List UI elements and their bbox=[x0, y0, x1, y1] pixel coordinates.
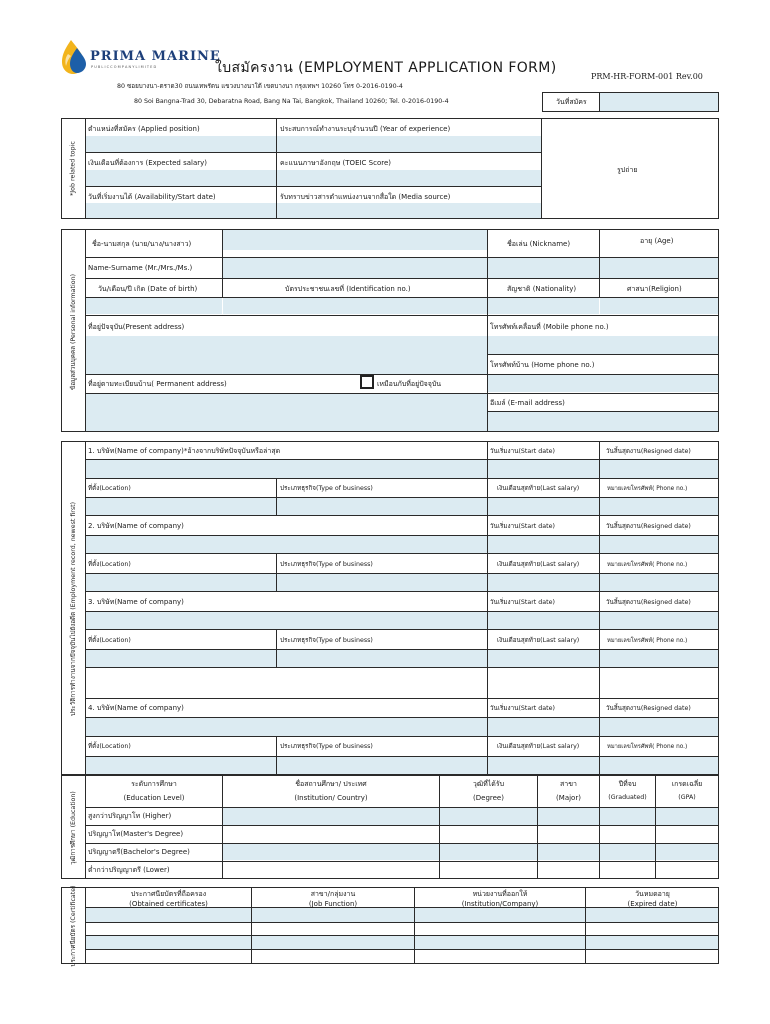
company-4-business-label: ประเภทธุรกิจ(Type of business) bbox=[280, 743, 373, 750]
company-2-resigned-label: วันสิ้นสุดงาน(Resigned date) bbox=[606, 523, 691, 530]
label-experience: ประสบการณ์ทำงานระบุจำนวนปี (Year of experience) bbox=[280, 125, 451, 133]
address-thai: 80 ซอยบางนา-ตราด30 ถนนเทพรัตน แขวงบางนาใต้ เขตบางนา กรุงเทพฯ 10260 โทร 0-2016-0190-4 bbox=[117, 83, 403, 90]
media-field[interactable] bbox=[277, 203, 541, 218]
company-3-resigned-label: วันสิ้นสุดงาน(Resigned date) bbox=[606, 599, 691, 606]
edu-col-grad-th: ปีที่จบ bbox=[618, 780, 637, 788]
label-salary: เงินเดือนที่ต้องการ (Expected salary) bbox=[88, 159, 207, 167]
company-3-salary-field[interactable] bbox=[488, 650, 599, 667]
label-applied-position: ตำแหน่งที่สมัคร (Applied position) bbox=[88, 125, 200, 133]
apply-date-label: วันที่สมัคร bbox=[556, 98, 587, 106]
company-1-business-field[interactable] bbox=[277, 498, 487, 515]
page-title: ใบสมัครงาน (EMPLOYMENT APPLICATION FORM) bbox=[215, 60, 557, 76]
label-email: อีเมล์ (E-mail address) bbox=[490, 399, 565, 407]
edu-col-gpa-th: เกรดเฉลี่ย bbox=[671, 780, 703, 788]
edu-col-grad-en: (Graduated) bbox=[608, 794, 647, 801]
company-3-phone-label: หมายเลขโทรศัพท์( Phone no.) bbox=[607, 638, 688, 644]
cert-col1-th: ประกาศนียบัตรที่ถือครอง bbox=[130, 890, 207, 898]
company-logo bbox=[60, 38, 90, 76]
company-3-location-label: ที่ตั้ง(Location) bbox=[88, 637, 131, 644]
edu-bachelor-field[interactable] bbox=[223, 843, 439, 860]
label-religion: ศาสนา(Religion) bbox=[627, 285, 682, 293]
name-en-field[interactable] bbox=[223, 258, 487, 278]
company-4-business-field[interactable] bbox=[277, 757, 487, 774]
email-field[interactable] bbox=[488, 412, 718, 431]
id-field[interactable] bbox=[223, 298, 487, 314]
mobile-field[interactable] bbox=[488, 336, 718, 354]
company-2-salary-field[interactable] bbox=[488, 574, 599, 591]
company-2-business-field[interactable] bbox=[277, 574, 487, 591]
company-1-label: 1. บริษัท(Name of company)*อ้างจากบริษัทปัจจุบันหรือล่าสุด bbox=[88, 447, 281, 455]
company-2-start-label: วันเริ่มงาน(Start date) bbox=[490, 523, 555, 530]
experience-field[interactable] bbox=[277, 136, 541, 152]
company-1-salary-field[interactable] bbox=[488, 498, 599, 515]
edu-level-master: ปริญญาโท(Master's Degree) bbox=[88, 830, 184, 838]
cert-col4-th: วันหมดอายุ bbox=[635, 890, 670, 898]
edu-bachelor-rest[interactable] bbox=[440, 843, 718, 860]
cert-col4-en: (Expired date) bbox=[627, 900, 678, 908]
company-3-start-label: วันเริ่มงาน(Start date) bbox=[490, 599, 555, 606]
company-3-business-field[interactable] bbox=[277, 650, 487, 667]
company-4-location-field[interactable] bbox=[86, 757, 276, 774]
employment-side-label: ประวัติการทำงานจากปัจจุบันไปยังอดีต (Employment record, newest first) bbox=[70, 501, 77, 717]
label-mobile: โทรศัพท์เคลื่อนที่ (Mobile phone no.) bbox=[490, 323, 609, 331]
company-2-name-field[interactable] bbox=[86, 536, 487, 553]
company-4-start-label: วันเริ่มงาน(Start date) bbox=[490, 705, 555, 712]
cert-col3-th: หน่วยงานที่ออกให้ bbox=[472, 890, 528, 898]
label-id: บัตรประชาชนเลขที่ (Identification no.) bbox=[285, 285, 411, 293]
label-name-en: Name-Surname (Mr./Mrs./Ms.) bbox=[88, 264, 193, 272]
job-side-label: *Job related topic bbox=[69, 141, 77, 196]
nickname-field[interactable] bbox=[488, 258, 599, 278]
edu-col-inst-th: ชื่อสถานศึกษา/ ประเทศ bbox=[295, 780, 367, 788]
company-2-location-field[interactable] bbox=[86, 574, 276, 591]
cert-col3-en: (Institution/Company) bbox=[461, 900, 539, 908]
company-1-location-label: ที่ตั้ง(Location) bbox=[88, 485, 131, 492]
company-4-name-field[interactable] bbox=[86, 718, 487, 736]
edu-col-degree-en: (Degree) bbox=[473, 794, 504, 802]
nationality-field[interactable] bbox=[488, 298, 599, 314]
present-address-field[interactable] bbox=[86, 336, 487, 374]
company-4-phone-label: หมายเลขโทรศัพท์( Phone no.) bbox=[607, 744, 688, 750]
label-nickname: ชื่อเล่น (Nickname) bbox=[507, 240, 571, 248]
education-side-label: วุฒิการศึกษา (Education) bbox=[70, 791, 77, 865]
address-english: 80 Soi Bangna-Trad 30, Debaratna Road, Bang Na Tai, Bangkok, Thailand 10260; Tel. 0-2016-0190-4 bbox=[134, 98, 449, 105]
cert-col2-en: (Job Function) bbox=[308, 900, 358, 908]
education-section bbox=[61, 775, 719, 879]
company-2-resigned-field[interactable] bbox=[600, 536, 718, 553]
edu-col-major-en: (Major) bbox=[556, 794, 581, 802]
logo-text: PRIMA MARINE bbox=[90, 49, 221, 64]
label-home-phone: โทรศัพท์บ้าน (Home phone no.) bbox=[490, 361, 595, 369]
company-1-resigned-field[interactable] bbox=[600, 460, 718, 478]
company-3-start-field[interactable] bbox=[488, 612, 599, 629]
edu-higher-field[interactable] bbox=[223, 808, 439, 825]
cert-row-1[interactable] bbox=[86, 908, 718, 922]
edu-col-level-th: ระดับการศึกษา bbox=[131, 780, 177, 788]
company-2-start-field[interactable] bbox=[488, 536, 599, 553]
company-4-phone-field[interactable] bbox=[600, 757, 718, 774]
religion-field[interactable] bbox=[600, 298, 718, 314]
label-media: รับทราบข่าวสารตำแหน่งงานจากสื่อใด (Media source) bbox=[280, 193, 451, 201]
label-nationality: สัญชาติ (Nationality) bbox=[507, 285, 577, 293]
label-present-address: ที่อยู่ปัจจุบัน(Present address) bbox=[88, 323, 185, 331]
edu-col-inst-en: (Institution/ Country) bbox=[294, 794, 368, 802]
label-dob: วัน/เดือน/ปี เกิด (Date of birth) bbox=[98, 285, 198, 293]
apply-date-field[interactable] bbox=[600, 93, 718, 111]
edu-level-lower: ต่ำกว่าปริญญาตรี (Lower) bbox=[88, 866, 170, 874]
company-4-label: 4. บริษัท(Name of company) bbox=[88, 704, 184, 712]
company-4-start-field[interactable] bbox=[488, 718, 599, 736]
permanent-address-field[interactable] bbox=[86, 394, 487, 431]
water-drop-icon bbox=[60, 38, 90, 76]
logo-tagline: P U B L I C C O M P A N Y L I M I T E D bbox=[91, 65, 157, 69]
company-1-resigned-label: วันสิ้นสุดงาน(Resigned date) bbox=[606, 448, 691, 455]
company-2-label: 2. บริษัท(Name of company) bbox=[88, 522, 184, 530]
company-3-label: 3. บริษัท(Name of company) bbox=[88, 598, 184, 606]
label-age: อายุ (Age) bbox=[640, 237, 674, 245]
company-4-salary-field[interactable] bbox=[488, 757, 599, 774]
label-name-th: ชื่อ-นามสกุล (นาย/นาง/นางสาว) bbox=[92, 240, 192, 248]
edu-col-gpa-en: (GPA) bbox=[678, 794, 696, 801]
toeic-field[interactable] bbox=[277, 170, 541, 186]
applied-position-field[interactable] bbox=[86, 136, 276, 152]
home-phone-field[interactable] bbox=[488, 374, 718, 392]
name-th-field[interactable] bbox=[223, 230, 487, 250]
edu-higher-rest[interactable] bbox=[440, 808, 718, 825]
company-2-phone-field[interactable] bbox=[600, 574, 718, 591]
company-3-name-field[interactable] bbox=[86, 612, 487, 629]
company-3-business-label: ประเภทธุรกิจ(Type of business) bbox=[280, 637, 373, 644]
company-3-salary-label: เงินเดือนสุดท้าย(Last salary) bbox=[497, 637, 580, 644]
company-3-resigned-field[interactable] bbox=[600, 612, 718, 629]
cert-col1-en: (Obtained certificates) bbox=[129, 900, 208, 908]
company-1-start-field[interactable] bbox=[488, 460, 599, 478]
age-field[interactable] bbox=[600, 258, 718, 278]
company-3-phone-field[interactable] bbox=[600, 650, 718, 667]
label-same-address: เหมือนกับที่อยู่ปัจจุบัน bbox=[377, 380, 442, 388]
start-date-field[interactable] bbox=[86, 203, 276, 218]
company-2-phone-label: หมายเลขโทรศัพท์( Phone no.) bbox=[607, 562, 688, 568]
company-4-salary-label: เงินเดือนสุดท้าย(Last salary) bbox=[497, 743, 580, 750]
label-permanent-address: ที่อยู่ตามทะเบียนบ้าน( Permanent address) bbox=[88, 380, 227, 388]
company-2-business-label: ประเภทธุรกิจ(Type of business) bbox=[280, 561, 373, 568]
company-4-resigned-label: วันสิ้นสุดงาน(Resigned date) bbox=[606, 705, 691, 712]
certificate-side-label: ประกาศนียบัตร (Certificate) bbox=[70, 885, 77, 967]
personal-side-label: ข้อมูลส่วนบุคคล (Personal information) bbox=[70, 273, 77, 391]
salary-field[interactable] bbox=[86, 170, 276, 186]
edu-col-major-th: สาขา bbox=[560, 780, 577, 788]
edu-level-higher: สูงกว่าปริญญาโท (Higher) bbox=[88, 812, 172, 820]
company-3-location-field[interactable] bbox=[86, 650, 276, 667]
company-4-location-label: ที่ตั้ง(Location) bbox=[88, 743, 131, 750]
cert-row-3[interactable] bbox=[86, 936, 718, 949]
edu-col-level-en: (Education Level) bbox=[123, 794, 185, 802]
dob-field[interactable] bbox=[86, 298, 222, 314]
company-1-start-label: วันเริ่มงาน(Start date) bbox=[490, 448, 555, 455]
edu-col-degree-th: วุฒิที่ได้รับ bbox=[472, 780, 505, 788]
label-start-date: วันที่เริ่มงานได้ (Availability/Start date) bbox=[88, 193, 216, 201]
company-1-salary-label: เงินเดือนสุดท้าย(Last salary) bbox=[497, 485, 580, 492]
company-2-location-label: ที่ตั้ง(Location) bbox=[88, 561, 131, 568]
company-1-business-label: ประเภทธุรกิจ(Type of business) bbox=[280, 485, 373, 492]
company-2-salary-label: เงินเดือนสุดท้าย(Last salary) bbox=[497, 561, 580, 568]
edu-level-bachelor: ปริญญาตรี(Bachelor's Degree) bbox=[88, 848, 190, 856]
cert-col2-th: สาขา/กลุ่มงาน bbox=[310, 890, 356, 898]
company-4-resigned-field[interactable] bbox=[600, 718, 718, 736]
company-1-phone-label: หมายเลขโทรศัพท์( Phone no.) bbox=[607, 486, 688, 492]
label-toeic: คะแนนภาษาอังกฤษ (TOEIC Score) bbox=[280, 159, 392, 167]
company-1-location-field[interactable] bbox=[86, 498, 276, 515]
company-1-phone-field[interactable] bbox=[600, 498, 718, 515]
same-address-checkbox[interactable] bbox=[360, 375, 374, 389]
form-code: PRM-HR-FORM-001 Rev.00 bbox=[591, 72, 703, 81]
company-1-name-field[interactable] bbox=[86, 460, 487, 478]
photo-label: รูปถ่าย bbox=[617, 166, 638, 174]
